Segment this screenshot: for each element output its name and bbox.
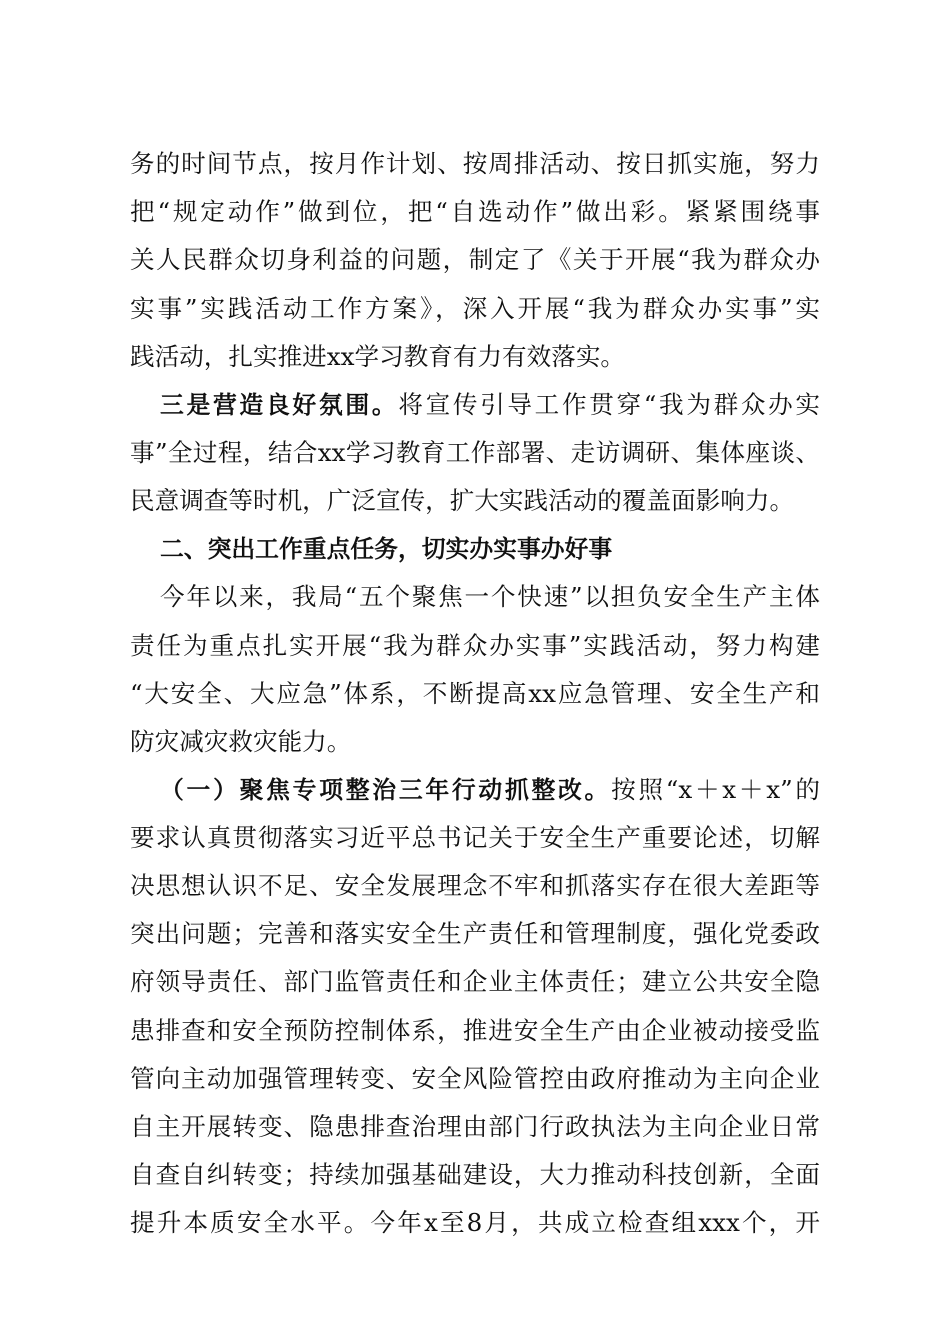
paragraph-lead: 三是营造良好氛围。 bbox=[160, 391, 399, 419]
body-text-line: 府领导责任、部门监管责任和企业主体责任；建立公共安全隐 bbox=[130, 967, 820, 996]
body-text-line: 关人民群众切身利益的问题，制定了《关于开展“我为群众办 bbox=[130, 245, 820, 274]
body-text-line: 突出问题；完善和落实安全生产责任和管理制度，强化党委政 bbox=[130, 919, 820, 948]
paragraph-first-line bbox=[160, 385, 820, 425]
body-text-line: 要求认真贯彻落实习近平总书记关于安全生产重要论述，切解 bbox=[130, 823, 820, 852]
body-text-line: 管向主动加强管理转变、安全风险管控由政府推动为主向企业 bbox=[130, 1064, 820, 1093]
body-text-line: 提升本质安全水平。今年x至8月，共成立检查组xxx个，开 bbox=[130, 1208, 820, 1237]
body-text-line: 患排查和安全预防控制体系，推进安全生产由企业被动接受监 bbox=[130, 1016, 820, 1045]
body-text-line: 践活动，扎实推进xx学习教育有力有效落实。 bbox=[130, 342, 626, 371]
body-text-line: 自查自纠转变；持续加强基础建设，大力推动科技创新，全面 bbox=[130, 1160, 820, 1189]
paragraph-first-line bbox=[160, 770, 820, 810]
body-text-line: 今年以来，我局“五个聚焦一个快速”以担负安全生产主体 bbox=[160, 582, 820, 611]
body-text-line: “大安全、大应急”体系，不断提高xx应急管理、安全生产和 bbox=[130, 679, 820, 708]
body-text-line: 防灾减灾救灾能力。 bbox=[130, 727, 352, 756]
body-text-line: 民意调查等时机，广泛宣传，扩大实践活动的覆盖面影响力。 bbox=[130, 486, 795, 515]
body-text-line: 务的时间节点，按月作计划、按周排活动、按日抓实施，努力 bbox=[130, 149, 820, 178]
body-text-line: 实事”实践活动工作方案》，深入开展“我为群众办实事”实 bbox=[130, 294, 820, 323]
body-text-span: 将宣传引导工作贯穿“我为群众办实 bbox=[398, 390, 821, 419]
body-text-line: 自主开展转变、隐患排查治理由部门行政执法为主向企业日常 bbox=[130, 1112, 820, 1141]
body-text-line: 责任为重点扎实开展“我为群众办实事”实践活动，努力构建 bbox=[130, 631, 820, 660]
section-heading: 二、突出工作重点任务，切实办实事办好事 bbox=[160, 535, 613, 563]
body-text-line: 把“规定动作”做到位，把“自选动作”做出彩。紧紧围绕事 bbox=[130, 197, 820, 226]
body-text-line: 事”全过程，结合xx学习教育工作部署、走访调研、集体座谈、 bbox=[130, 438, 820, 467]
subsection-lead: （一）聚焦专项整治三年行动抓整改。 bbox=[160, 776, 612, 804]
body-text-span: 按照“x＋x＋x”的 bbox=[611, 775, 821, 804]
body-text-line: 决思想认识不足、安全发展理念不牢和抓落实存在很大差距等 bbox=[130, 871, 820, 900]
